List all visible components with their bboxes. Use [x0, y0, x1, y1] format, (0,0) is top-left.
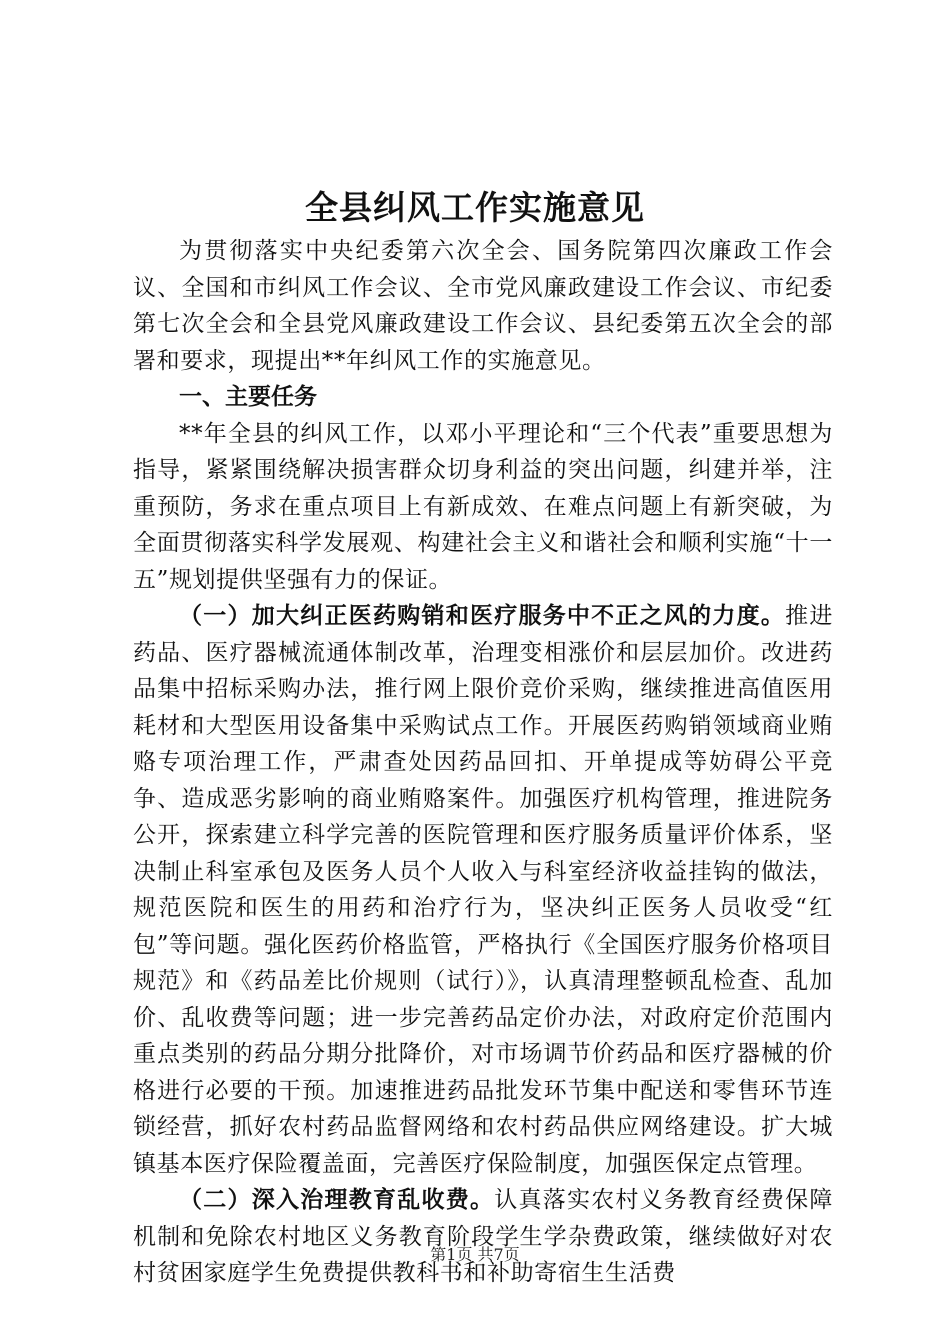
main-tasks-paragraph: **年全县的纠风工作，以邓小平理论和“三个代表”重要思想为指导，紧紧围绕解决损害群众切身利益的突出问题，纠建并举，注重预防，务求在重点项目上有新成效、在难点问题上有新突破，为全面贯彻落实科学发展观、构建社会主义和谐社会和顺利实施“十一五”规划提供坚强有力的保证。	[133, 420, 833, 593]
item-2-paragraph	[133, 1182, 833, 1292]
intro-paragraph: 为贯彻落实中央纪委第六次全会、国务院第四次廉政工作会议、全国和市纠风工作会议、全市党风廉政建设工作会议、市纪委第七次全会和全县党风廉政建设工作会议、县纪委第五次全会的部署和要求，现提出**年纠风工作的实施意见。	[133, 238, 833, 374]
item-1-text: 推进药品、医疗器械流通体制改革，治理变相涨价和层层加价。改进药品集中招标采购办法，推行网上限价竞价采购，继续推进高值医用耗材和大型医用设备集中采购试点工作。开展医药购销领域商业贿赂专项治理工作，严肃查处因药品回扣、开单提成等妨碍公平竞争、造成恶劣影响的商业贿赂案件。加强医疗机构管理，推进院务公开，探索建立科学完善的医院管理和医疗服务质量评价体系，坚决制止科室承包及医务人员个人收入与科室经济收益挂钩的做法，规范医院和医生的用药和治疗行为，坚决纠正医务人员收受“红包”等问题。强化医药价格监管，严格执行《全国医疗服务价格项目规范》和《药品差比价规则（试行）》，认真清理整顿乱检查、乱加价、乱收费等问题；进一步完善药品定价办法，对政府定价范围内重点类别的药品分期分批降价，对市场调节价药品和医疗器械的价格进行必要的干预。加速推进药品批发环节集中配送和零售环节连锁经营，抓好农村药品监督网络和农村药品供应网络建设。扩大城镇基本医疗保险覆盖面，完善医疗保险制度，加强医保定点管理。	[133, 603, 834, 1177]
item-1-paragraph	[133, 598, 833, 1182]
document-title: 全县纠风工作实施意见	[305, 188, 645, 227]
page-footer: 第1页 共7页	[430, 1245, 520, 1264]
item-1-heading: （一）加大纠正医药购销和医疗服务中不正之风的力度。	[179, 603, 786, 629]
document-body	[133, 233, 833, 1292]
item-2-heading: （二）深入治理教育乱收费。	[179, 1187, 495, 1213]
item-2-text: 认真落实农村义务教育经费保障机制和免除农村地区义务教育阶段学生学杂费政策，继续做好对农村贫困家庭学生免费提供教科书和补助寄宿生生活费	[133, 1187, 833, 1286]
section-heading-main-tasks: 一、主要任务	[179, 384, 317, 410]
